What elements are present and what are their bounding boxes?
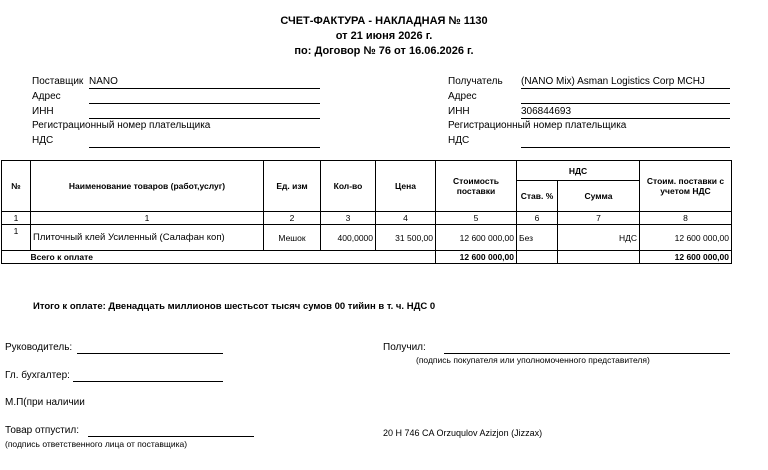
buyer-label: Получатель [448,76,503,87]
row-unit: Мешок [264,225,321,251]
col-header-cost: Стоимость поставки [436,161,517,212]
col-number: 3 [321,212,376,225]
buyer-inn: 306844693 [521,106,730,119]
col-header-nds: НДС [517,161,640,181]
received-signature-line [444,341,730,354]
total-label: Всего к оплате [31,251,436,264]
received-note: (подпись покупателя или уполномоченного представителя) [416,355,650,365]
director-label: Руководитель: [5,342,73,353]
supplier-name: NANO [89,76,320,89]
supplier-address-label: Адрес [32,91,61,102]
row-sum: НДС [558,225,640,251]
supplier-label: Поставщик [32,76,84,87]
col-header-rate: Став. % [517,181,558,212]
row-qty: 400,0000 [321,225,376,251]
received-label: Получил: [383,342,426,353]
row-price: 31 500,00 [376,225,436,251]
supplier-inn-line [89,106,320,119]
supplier-nds-label: НДС [32,135,54,146]
buyer-nds-label: НДС [448,135,470,146]
accountant-signature-line [73,369,223,382]
released-note: (подпись ответственного лица от поставщика) [5,439,188,449]
invoice-table [1,160,732,264]
supplier-reg-label: Регистрационный номер плательщика [32,120,211,131]
stamp-label: М.П(при наличии [5,397,85,408]
supplier-nds-line [89,135,320,148]
col-number: 5 [436,212,517,225]
buyer-name: (NANO Mix) Asman Logistics Corp MCHJ [521,76,730,89]
buyer-nds-line [521,135,730,148]
document-date: от 21 июня 2026 г. [335,30,433,42]
col-header-num: № [2,161,31,212]
total-row [2,251,732,264]
director-signature-line [77,341,223,354]
col-header-total: Стоим. поставки с учетом НДС [640,161,732,212]
supplier-inn-label: ИНН [32,106,54,117]
released-label: Товар отпустил: [5,425,79,436]
released-signature-line [88,424,254,437]
buyer-address-label: Адрес [448,91,477,102]
total-cost: 12 600 000,00 [436,251,517,264]
row-cost: 12 600 000,00 [436,225,517,251]
supplier-address-line [89,91,320,104]
table-row [2,225,732,251]
row-rate: Без [517,225,558,251]
col-number: 1 [2,212,31,225]
document-title: СЧЕТ-ФАКТУРА - НАКЛАДНАЯ № 1130 [280,15,488,27]
buyer-address-line [521,91,730,104]
col-header-sum: Сумма [558,181,640,212]
row-total: 12 600 000,00 [640,225,732,251]
col-number: 7 [558,212,640,225]
contract-line: по: Договор № 76 от 16.06.2026 г. [294,45,474,57]
col-number: 2 [264,212,321,225]
total-with-nds: 12 600 000,00 [640,251,732,264]
col-number: 1 [31,212,264,225]
col-header-price: Цена [376,161,436,212]
buyer-reg-label: Регистрационный номер плательщика [448,120,627,131]
col-number: 8 [640,212,732,225]
col-header-qty: Кол-во [321,161,376,212]
proxy-text: 20 H 746 CA Orzuqulov Azizjon (Jizzax) [383,428,543,438]
total-in-words: Итого к оплате: Двенадцать миллионов шестьсот тысяч сумов 00 тийин в т. ч. НДС 0 [33,301,436,312]
row-name: Плиточный клей Усиленный (Салафан коп) [31,225,264,251]
buyer-inn-label: ИНН [448,106,470,117]
row-num: 1 [2,225,31,251]
accountant-label: Гл. бухгалтер: [5,370,70,381]
col-header-unit: Ед. изм [264,161,321,212]
col-number: 4 [376,212,436,225]
col-number: 6 [517,212,558,225]
col-header-name: Наименование товаров (работ,услуг) [31,161,264,212]
